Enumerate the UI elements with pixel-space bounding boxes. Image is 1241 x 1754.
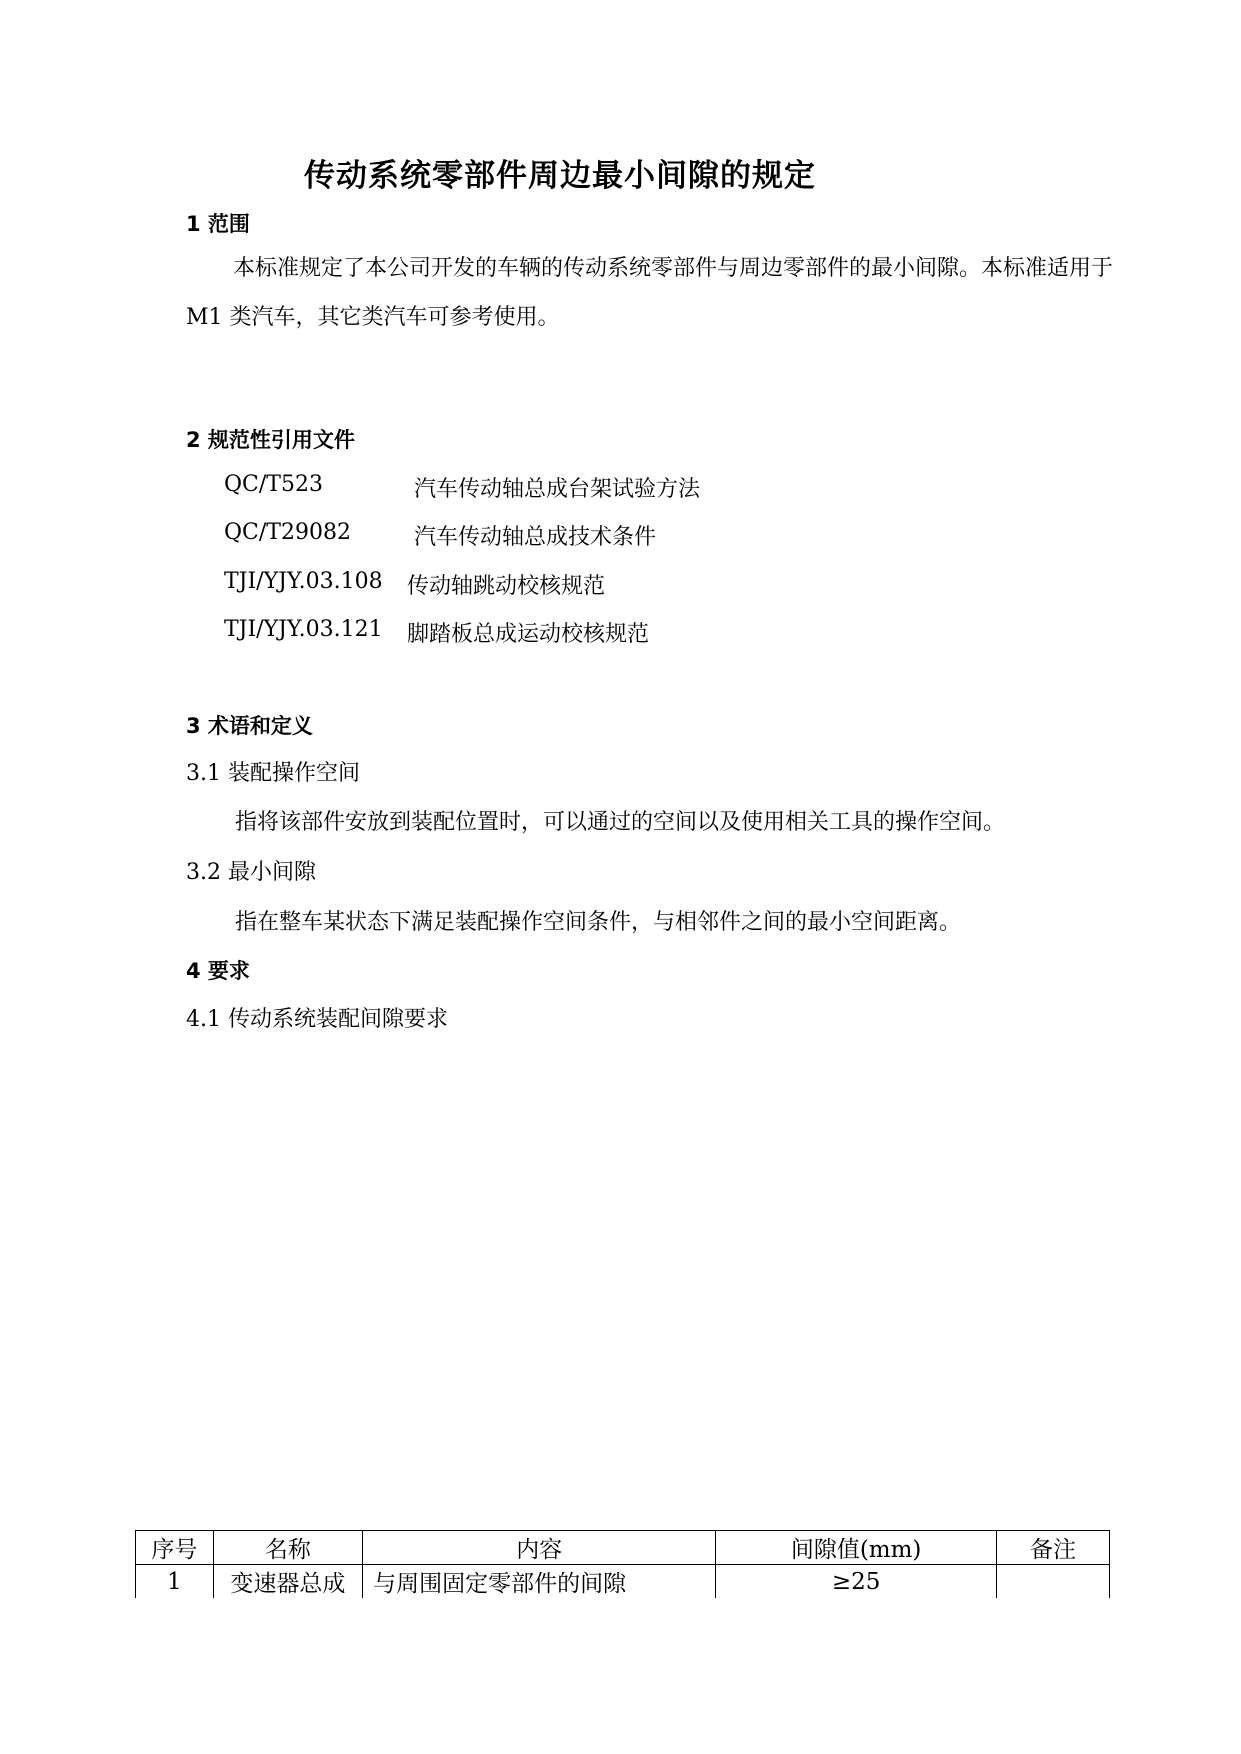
table-row — [136, 1565, 1110, 1599]
table-cell: 1 — [136, 1565, 214, 1599]
ref-name: 汽车传动轴总成台架试验方法 — [414, 477, 701, 502]
document-title: 传动系统零部件周边最小间隙的规定 — [304, 158, 816, 194]
section-3-heading: 3 术语和定义 — [186, 714, 313, 738]
ref-code: TJI/YJY.03.108 — [224, 569, 383, 594]
ref-code: QC/T523 — [224, 472, 323, 497]
table-header-row — [136, 1531, 1110, 1565]
term-3-2-text: 指在整车某状态下满足装配操作空间条件，与相邻件之间的最小空间距离。 — [235, 910, 962, 935]
req-4-1-title: 4.1 传动系统装配间隙要求 — [186, 1007, 448, 1032]
table-cell — [996, 1565, 1109, 1599]
term-3-1-text: 指将该部件安放到装配位置时，可以通过的空间以及使用相关工具的操作空间。 — [235, 810, 1006, 835]
section-1-text: 本标准规定了本公司开发的车辆的传动系统零部件与周边零部件的最小间隙。本标准适用于 M1 类汽车，其它类汽车可参考使用。 — [186, 256, 1114, 330]
table-header-cell: 备注 — [996, 1531, 1109, 1565]
term-3-1-title: 3.1 装配操作空间 — [186, 761, 360, 786]
table-header-cell: 名称 — [213, 1531, 362, 1565]
ref-name: 传动轴跳动校核规范 — [407, 574, 606, 599]
section-1-heading: 1 范围 — [186, 212, 250, 236]
table-header-cell: 间隙值(mm) — [716, 1531, 997, 1565]
table-header-cell: 内容 — [363, 1531, 716, 1565]
table-cell: ≥25 — [716, 1565, 997, 1599]
table-header-cell: 序号 — [136, 1531, 214, 1565]
section-2-heading: 2 规范性引用文件 — [186, 428, 355, 452]
section-4-heading: 4 要求 — [186, 959, 250, 983]
ref-code: QC/T29082 — [224, 520, 351, 545]
ref-code: TJI/YJY.03.121 — [224, 617, 383, 642]
ref-name: 脚踏板总成运动校核规范 — [407, 622, 650, 647]
clearance-table — [135, 1530, 1110, 1598]
ref-name: 汽车传动轴总成技术条件 — [414, 525, 657, 550]
term-3-2-title: 3.2 最小间隙 — [186, 860, 316, 885]
table-cell: 与周围固定零部件的间隙 — [363, 1565, 716, 1599]
table-cell: 变速器总成 — [213, 1565, 362, 1599]
